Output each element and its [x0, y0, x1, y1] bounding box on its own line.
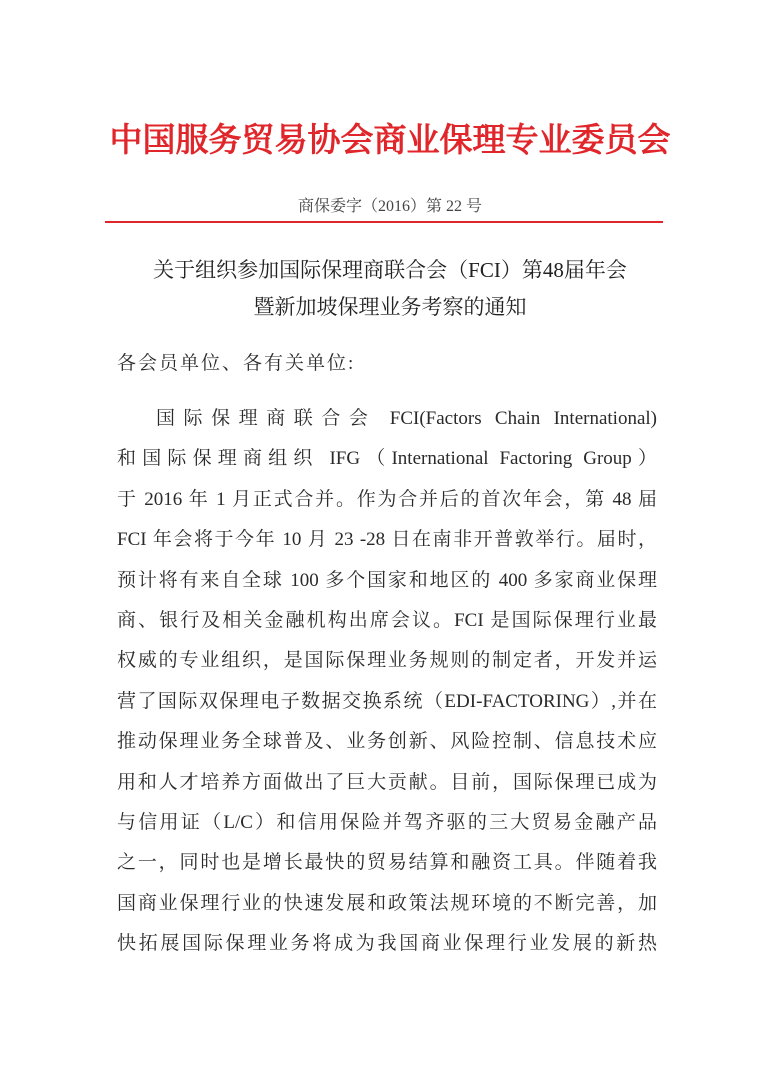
body-text-line: 与信用证（L/C）和信用保险并驾齐驱的三大贸易金融产品 [117, 812, 657, 833]
body-text-line: 于 2016 年 1 月正式合并。作为合并后的首次年会，第 48 届 [117, 488, 657, 510]
body-text-line: 之一，同时也是增长最快的贸易结算和融资工具。伴随着我 [117, 852, 657, 874]
document-number: 商保委字（2016）第 22 号 [297, 198, 482, 215]
body-text-line: 权威的专业组织，是国际保理业务规则的制定者，开发并运 [117, 650, 657, 672]
letterhead-divider [105, 221, 663, 223]
body-text-line: 国商业保理行业的快速发展和政策法规环境的不断完善，加 [117, 892, 657, 914]
organization-letterhead: 中国服务贸易协会商业保理专业委员会 [109, 120, 671, 159]
body-text-line: 营了国际双保理电子数据交换系统（EDI-FACTORING）,并在 [117, 690, 657, 712]
notice-title-line-1: 关于组织参加国际保理商联合会（FCI）第48届年会 [153, 258, 627, 282]
body-text-line: FCI 年会将于今年 10 月 23 -28 日在南非开普敦举行。届时， [117, 529, 657, 551]
body-text-line: 国际保理商联合会 FCI(Factors Chain International) [156, 408, 657, 429]
body-text-line: 和国际保理商组织 IFG（International Factoring Group） [117, 448, 657, 470]
body-text-line: 推动保理业务全球普及、业务创新、风险控制、信息技术应 [117, 731, 657, 753]
body-text-line: 预计将有来自全球 100 多个国家和地区的 400 多家商业保理 [117, 569, 657, 591]
body-text-line: 商、银行及相关金融机构出席会议。FCI 是国际保理行业最 [117, 610, 657, 631]
body-text-line: 快拓展国际保理业务将成为我国商业保理行业发展的新热 [117, 933, 657, 955]
salutation: 各会员单位、各有关单位: [117, 353, 356, 374]
notice-title-line-2: 暨新加坡保理业务考察的通知 [253, 295, 527, 319]
body-text-line: 用和人才培养方面做出了巨大贡献。目前，国际保理已成为 [117, 771, 657, 793]
